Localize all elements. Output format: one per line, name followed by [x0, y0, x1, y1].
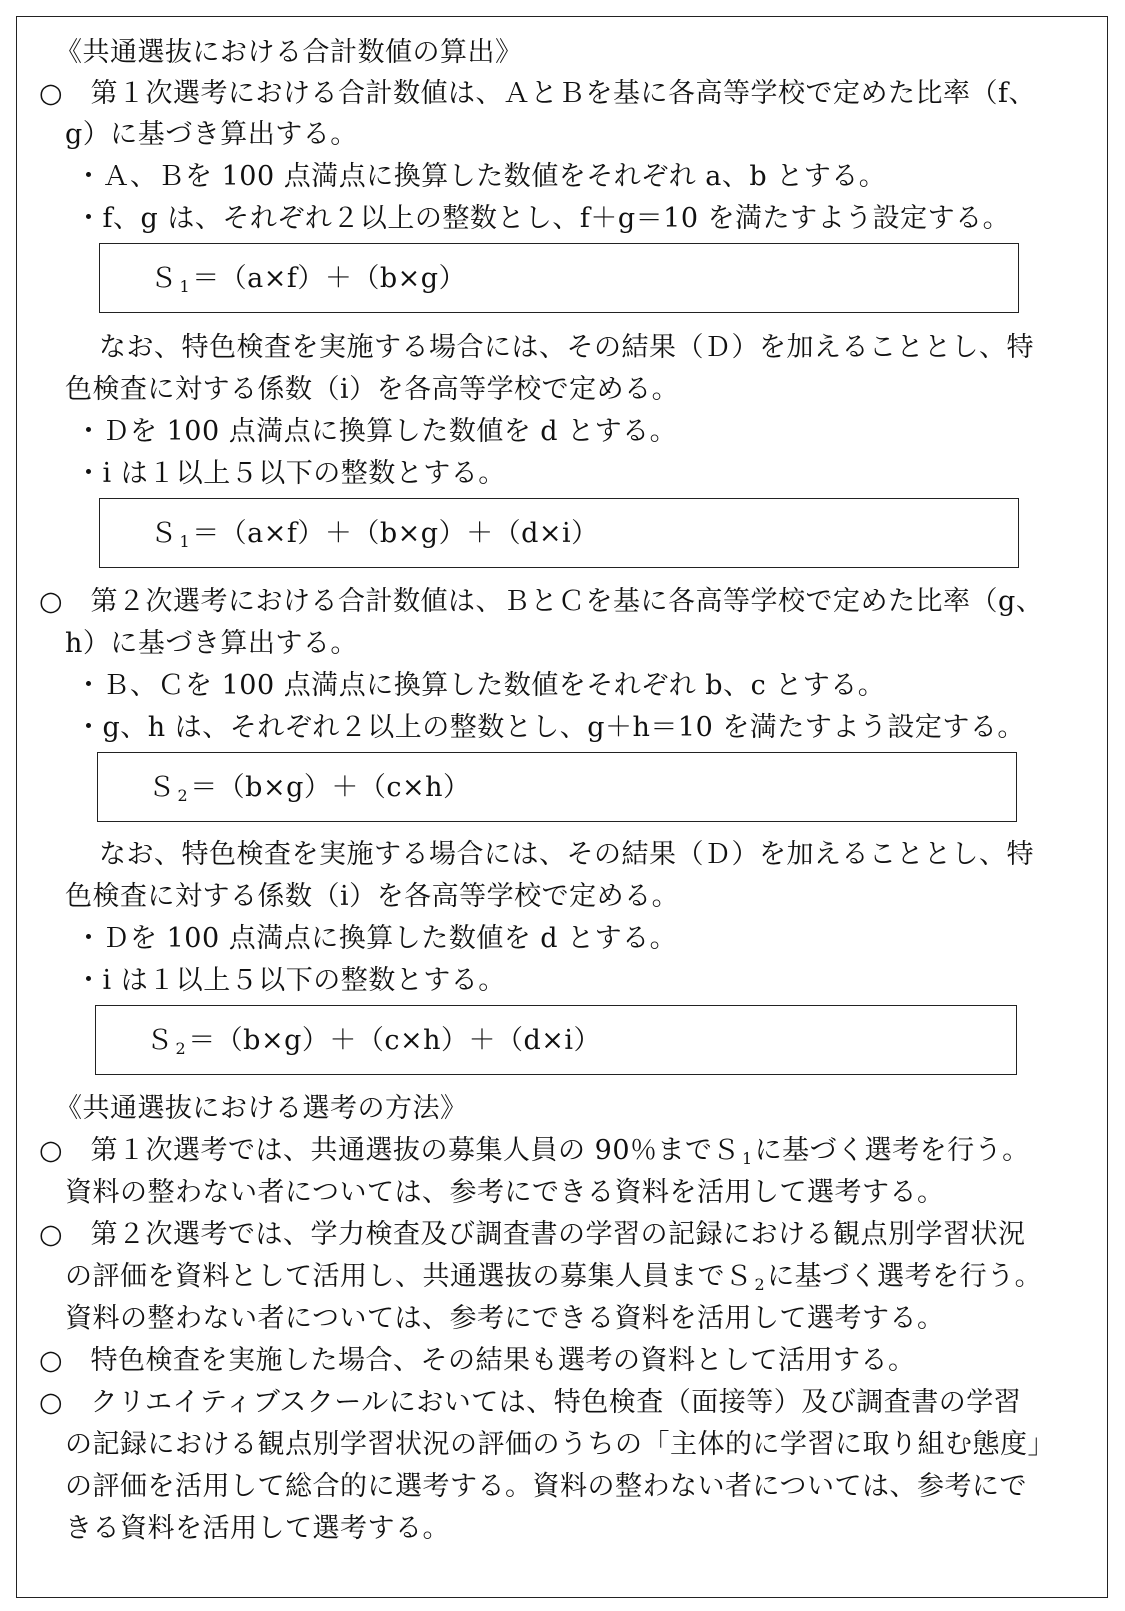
paragraph-line: g）に基づき算出する。 [65, 119, 358, 150]
bullet-line: ・Ｂ、Ｃを 100 点満点に換算した数値をそれぞれ b、c とする。 [75, 670, 886, 701]
paragraph-line: きる資料を活用して選考する。 [65, 1513, 450, 1544]
formula-box [95, 1005, 1017, 1075]
bullet-line: ・Ａ、Ｂを 100 点満点に換算した数値をそれぞれ a、b とする。 [75, 161, 887, 192]
paragraph-line: 資料の整わない者については、参考にできる資料を活用して選考する。 [65, 1303, 945, 1334]
bullet-line: ・i は１以上５以下の整数とする。 [75, 965, 506, 996]
formula: Ｓ 2＝（b×g）＋（c×h）＋（d×i） [146, 1025, 602, 1058]
paragraph-line: h）に基づき算出する。 [65, 628, 358, 659]
paragraph-line: ○ 第２次選考における合計数値は、ＢとＣを基に各高等学校で定めた比率（g、 [39, 586, 1044, 617]
section-heading-calculation: 《共通選抜における合計数値の算出》 [55, 37, 523, 68]
paragraph-line: ○ 特色検査を実施した場合、その結果も選考の資料として活用する。 [39, 1345, 916, 1376]
paragraph-line: なお、特色検査を実施する場合には、その結果（Ｄ）を加えることとし、特 [99, 839, 1034, 870]
formula-box [99, 498, 1019, 568]
paragraph-line: 色検査に対する係数（i）を各高等学校で定める。 [65, 374, 680, 405]
paragraph-line: 色検査に対する係数（i）を各高等学校で定める。 [65, 881, 680, 912]
paragraph-line: の評価を活用して総合的に選考する。資料の整わない者については、参考にで [65, 1471, 1027, 1502]
paragraph-line: の記録における観点別学習状況の評価のうちの「主体的に学習に取り組む態度」 [65, 1429, 1055, 1460]
paragraph-line: なお、特色検査を実施する場合には、その結果（Ｄ）を加えることとし、特 [99, 332, 1034, 363]
paragraph-line: 資料の整わない者については、参考にできる資料を活用して選考する。 [65, 1177, 945, 1208]
formula: Ｓ 1＝（a×f）＋（b×g）＋（d×i） [150, 518, 599, 551]
bullet-line: ・Ｄを 100 点満点に換算した数値を d とする。 [75, 923, 678, 954]
bullet-line: ・i は１以上５以下の整数とする。 [75, 458, 506, 489]
bullet-line: ・g、h は、それぞれ２以上の整数とし、g＋h＝10 を満たすよう設定する。 [75, 712, 1025, 743]
paragraph-line: ○ クリエイティブスクールにおいては、特色検査（面接等）及び調査書の学習 [39, 1387, 1022, 1418]
formula-box [97, 752, 1017, 822]
section-heading-method: 《共通選抜における選考の方法》 [55, 1093, 468, 1124]
document-frame [16, 16, 1108, 1598]
paragraph-line: ○ 第２次選考では、学力検査及び調査書の学習の記録における観点別学習状況 [39, 1219, 1026, 1250]
bullet-line: ・Ｄを 100 点満点に換算した数値を d とする。 [75, 416, 678, 447]
bullet-line: ・f、g は、それぞれ２以上の整数とし、f＋g＝10 を満たすよう設定する。 [75, 203, 1011, 234]
paragraph-line: ○ 第１次選考では、共通選抜の募集人員の 90％までＳ 1に基づく選考を行う。 [39, 1135, 1030, 1168]
formula: Ｓ 2＝（b×g）＋（c×h） [148, 772, 471, 805]
paragraph-line: の評価を資料として活用し、共通選抜の募集人員までＳ 2に基づく選考を行う。 [65, 1261, 1043, 1294]
formula-box [99, 243, 1019, 313]
paragraph-line: ○ 第１次選考における合計数値は、ＡとＢを基に各高等学校で定めた比率（f、 [39, 78, 1037, 109]
formula: Ｓ 1＝（a×f）＋（b×g） [150, 263, 467, 296]
